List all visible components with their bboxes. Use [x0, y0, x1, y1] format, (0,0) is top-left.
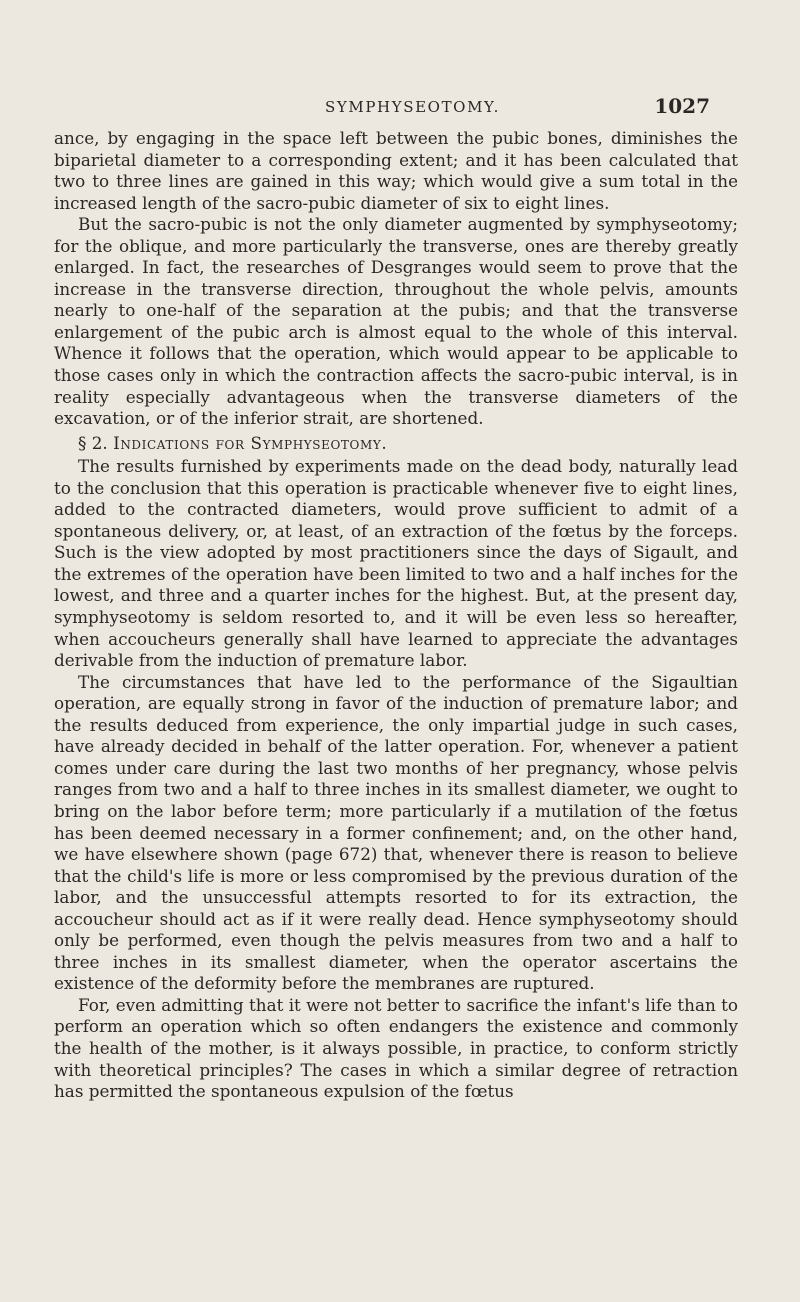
page-header [115, 94, 710, 118]
paragraph-continuation: ance, by engaging in the space left between the pubic bones, diminishes the biparietal diameter to a corresponding extent; and it has been calculated that two to three lines are gained in this way; which would give a sum total in the increased length of the sacro-pubic diameter of six to eight lines. [54, 128, 738, 213]
page-number: 1027 [654, 94, 710, 118]
running-title: SYMPHYSEOTOMY. [325, 98, 500, 116]
paragraph-diameters: But the sacro-pubic is not the only diameter augmented by symphyseotomy; for the oblique, and more particularly the transverse, ones are thereby greatly enlarged. In fact, the researches of Desgranges would seem to prove that the increase in the transverse direction, throughout the whole pelvis, amounts nearly to one-half of the separation at the pubis; and that the transverse enlargement of the pubic arch is almost equal to the whole of this interval. Whence it follows that the operation, which would appear to be applicable to those cases only in which the contraction affects the sacro-pubic interval, is in reality especially advantageous when the transverse diameters of the excavation, or of the inferior strait, are shortened. [54, 214, 738, 429]
section-title: Indications for Symphyseotomy. [113, 432, 388, 453]
body-text [54, 128, 738, 1103]
paragraph-results: The results furnished by experiments made on the dead body, naturally lead to the conclusion that this operation is practicable whenever five to eight lines, added to the contracted diameters, would prove sufficient to admit of a spontaneous delivery, or, at least, of an extraction of the fœtus by the forceps. Such is the view adopted by most practitioners since the days of Sigault, and the extremes of the operation have been limited to two and a half inches for the lowest, and three and a quarter inches for the highest. But, at the present day, symphyseotomy is seldom resorted to, and it will be even less so hereafter, when accoucheurs generally shall have learned to appreciate the advantages derivable from the induction of premature labor. [54, 456, 738, 671]
paragraph-admitting: For, even admitting that it were not better to sacrifice the infant's life than to perform an operation which so often endangers the existence and commonly the health of the mother, is it always possible, in practice, to conform strictly with theoretical principles? The cases in which a similar degree of retraction has permitted the spontaneous expulsion of the fœtus [54, 994, 738, 1102]
section-heading [54, 433, 738, 455]
paragraph-circumstances: The circumstances that have led to the performance of the Sigaultian operation, are equally strong in favor of the induction of premature labor; and the results deduced from experience, the only impartial judge in such cases, have already decided in behalf of the latter operation. For, whenever a patient comes under care during the last two months of her pregnancy, whose pelvis ranges from two and a half to three inches in its smallest diameter, we ought to bring on the labor before term; more particularly if a mutilation of the fœtus has been deemed necessary in a former confinement; and, on the other hand, we have elsewhere shown (page 672) that, whenever there is reason to believe that the child's life is more or less compromised by the previous duration of the labor, and the unsuccessful attempts resorted to for its extraction, the accoucheur should act as if it were really dead. Hence symphyseotomy should only be performed, even though the pelvis measures from two and a half to three inches in its smallest diameter, when the operator ascertains the existence of the deformity before the membranes are ruptured. [54, 671, 738, 994]
section-number: § 2. [78, 432, 108, 453]
